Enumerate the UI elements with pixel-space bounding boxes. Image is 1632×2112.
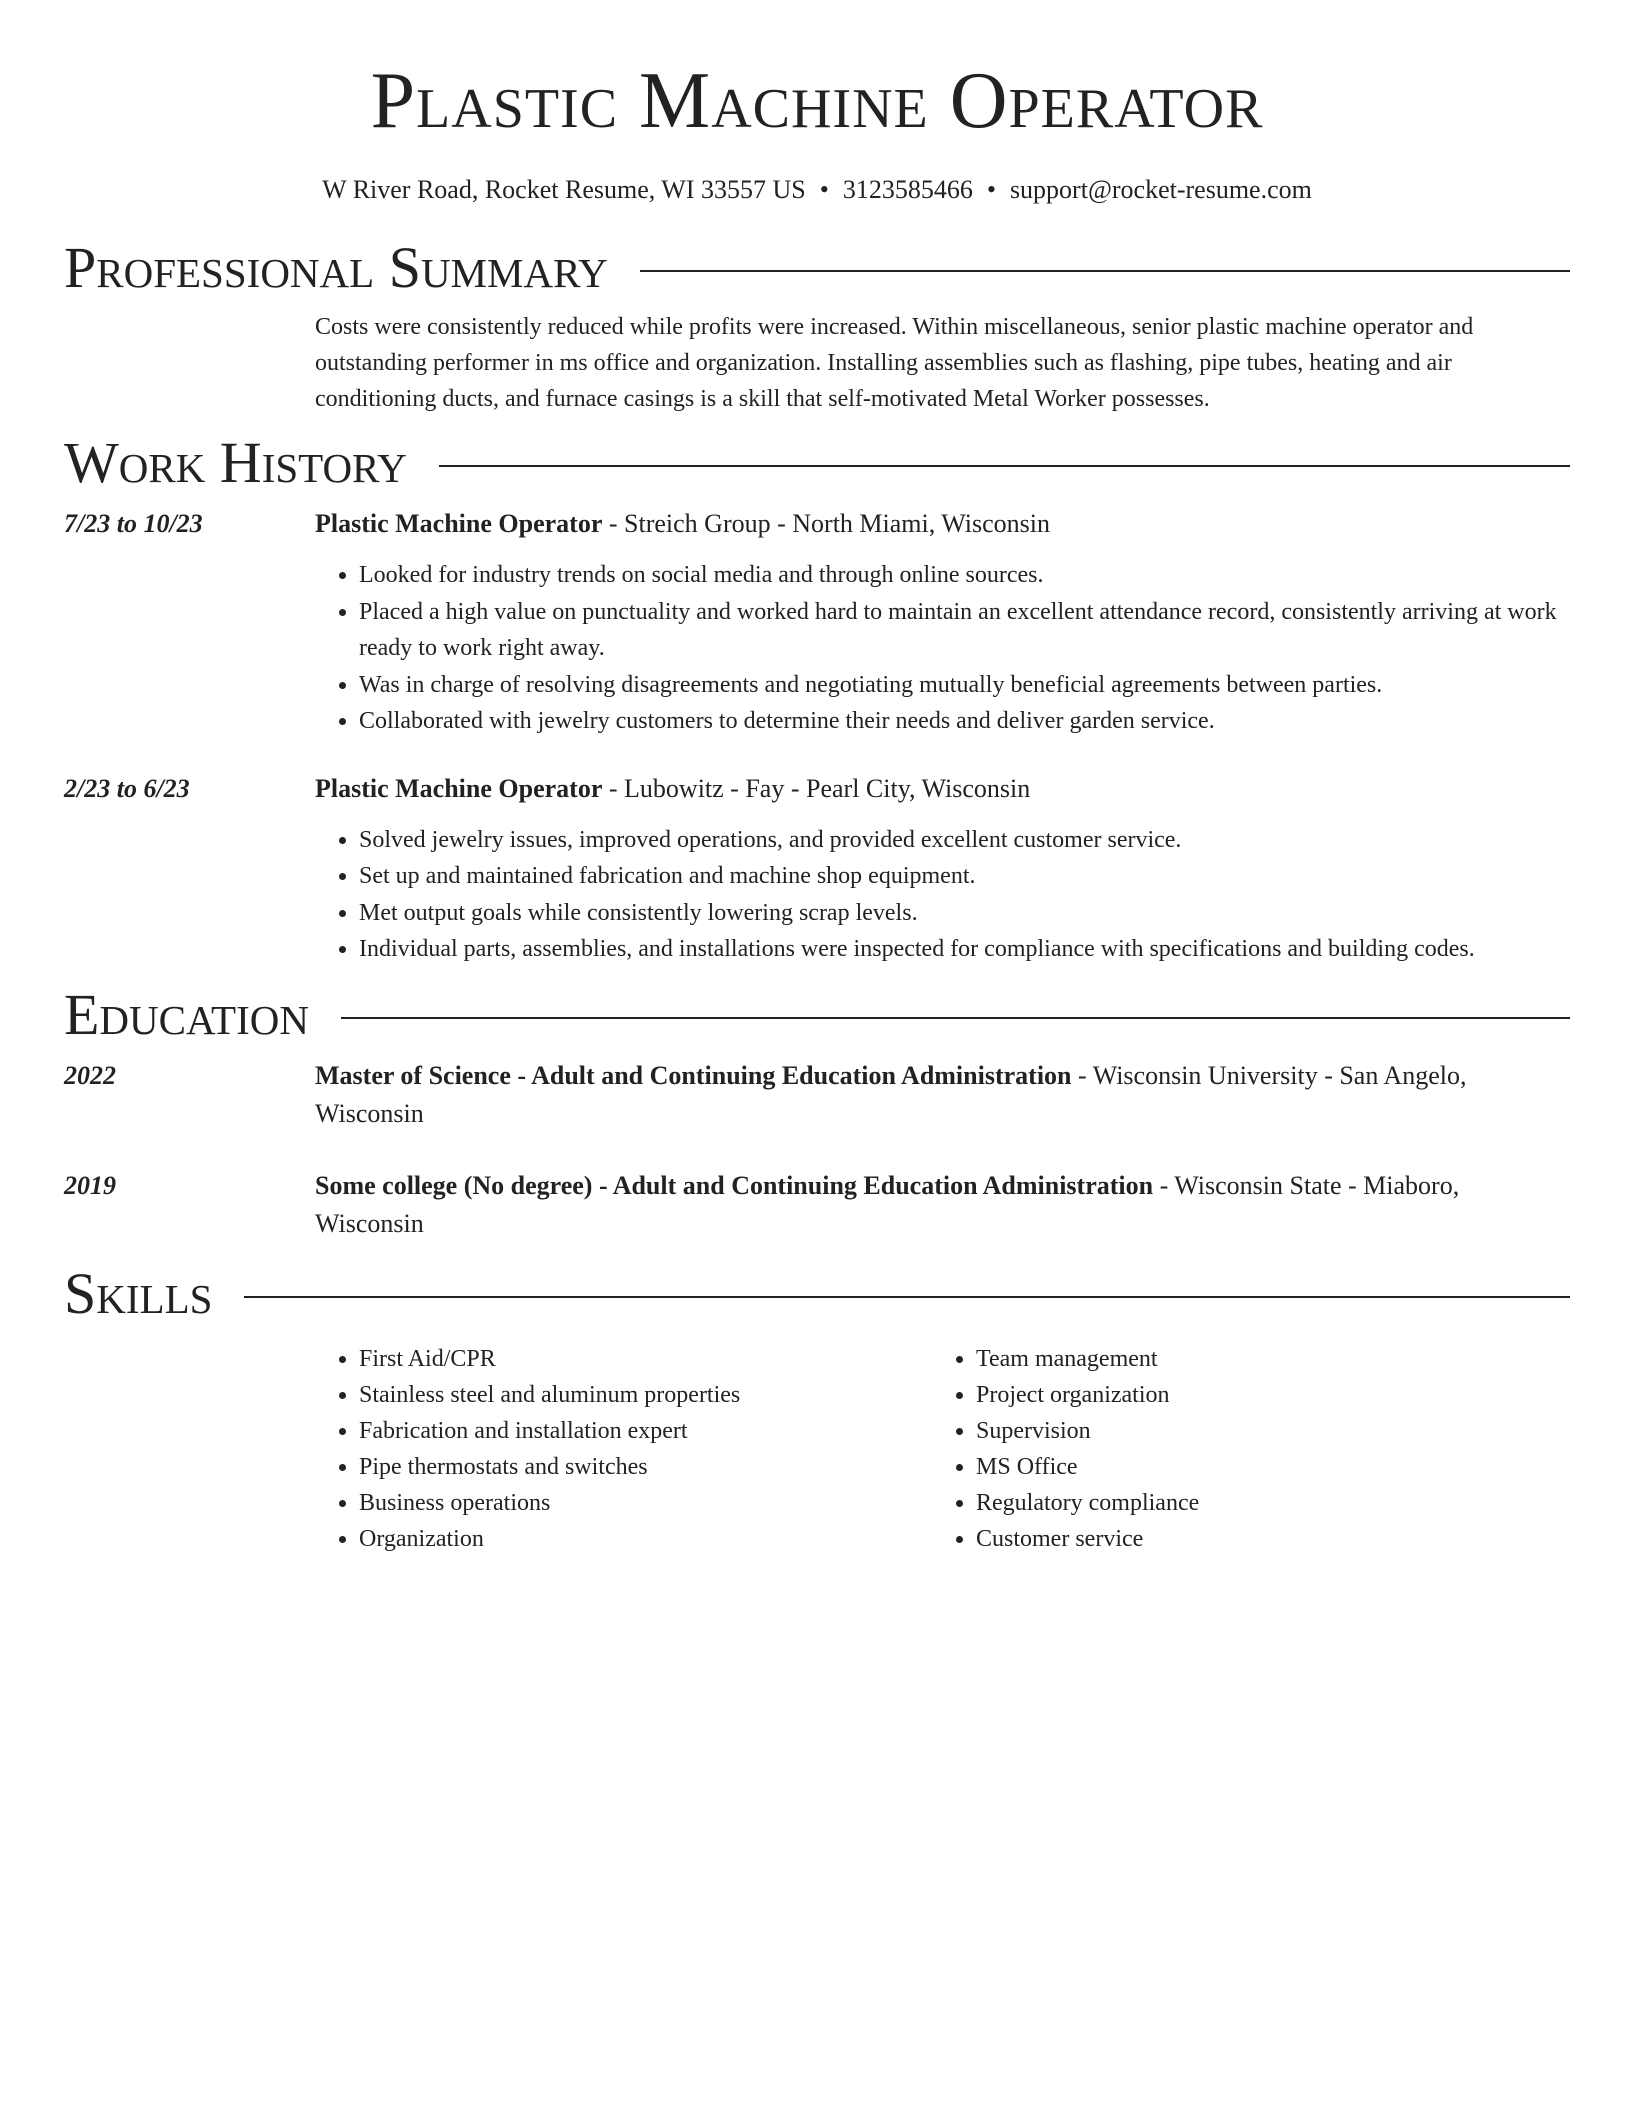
section-title: Skills	[64, 1260, 213, 1326]
resume-page	[64, 0, 1570, 1557]
job-dates: 7/23 to 10/23	[64, 509, 203, 538]
phone: 3123585466	[842, 175, 973, 204]
list-item: • Individual parts, assemblies, and installations were inspected for compliance with specifications and building codes.	[359, 931, 1570, 968]
contact-line	[64, 174, 1570, 206]
address: W River Road, Rocket Resume, WI 33557 US	[322, 175, 806, 204]
job-role: Plastic Machine Operator	[315, 773, 603, 803]
skill-item: • MS Office	[976, 1449, 1549, 1485]
education-details: - Wisconsin University - San Angelo, Wisconsin	[315, 1060, 1467, 1128]
skills-column-right	[932, 1341, 1549, 1557]
section-title: Work History	[64, 430, 407, 495]
job-dates: 2/23 to 6/23	[64, 773, 190, 803]
list-item: • Looked for industry trends on social media and through online sources.	[359, 557, 1570, 594]
job-entry	[64, 770, 1570, 968]
skill-item: • Business operations	[359, 1485, 932, 1521]
skill-item: • Customer service	[976, 1521, 1549, 1557]
skill-item: • Regulatory compliance	[976, 1485, 1549, 1521]
skill-item: • Team management	[976, 1341, 1549, 1377]
education-details: - Wisconsin State - Miaboro, Wisconsin	[315, 1170, 1460, 1238]
job-heading	[315, 770, 1570, 808]
summary-text: Costs were consistently reduced while profits were increased. Within miscellaneous, senior plastic machine operator and outstanding performer in ms office and organization. Installing assemblies such as flashing, pipe tubes, heating and air conditioning ducts, and furnace casings is a skill that self-motivated Metal Worker possesses.	[315, 314, 1474, 412]
education-heading	[315, 1167, 1570, 1243]
job-bullets	[315, 557, 1570, 740]
skill-item: • Organization	[359, 1521, 932, 1557]
section-header-work-history	[64, 430, 1570, 496]
education-entry	[64, 1167, 1570, 1243]
list-item: • Collaborated with jewelry customers to determine their needs and deliver garden service.	[359, 703, 1570, 740]
list-item: • Set up and maintained fabrication and machine shop equipment.	[359, 858, 1570, 895]
list-item: • Solved jewelry issues, improved operations, and provided excellent customer service.	[359, 822, 1570, 859]
education-year: 2022	[64, 1060, 116, 1090]
separator-dot: •	[819, 175, 829, 204]
skill-item: • Project organization	[976, 1377, 1549, 1413]
section-header-education	[64, 982, 1570, 1048]
skill-item: • Pipe thermostats and switches	[359, 1449, 932, 1485]
job-role: Plastic Machine Operator	[315, 509, 603, 538]
list-item: • Placed a high value on punctuality and worked hard to maintain an excellent attendance record, consistently arriving at work ready to work right away.	[359, 594, 1570, 667]
skills-column-left	[315, 1341, 932, 1557]
education-degree: Some college (No degree) - Adult and Continuing Education Administration	[315, 1170, 1154, 1200]
job-content	[315, 770, 1570, 968]
section-title: Education	[64, 981, 309, 1047]
education-content	[315, 1057, 1570, 1133]
section-divider	[341, 1017, 1570, 1019]
list-item: • Was in charge of resolving disagreements and negotiating mutually beneficial agreements between parties.	[359, 667, 1570, 704]
skill-item: • Stainless steel and aluminum properties	[359, 1377, 932, 1413]
job-heading	[315, 505, 1570, 543]
section-header-skills	[64, 1261, 1570, 1327]
education-year: 2019	[64, 1170, 116, 1200]
list-item: • Met output goals while consistently lowering scrap levels.	[359, 895, 1570, 932]
skill-item: • Supervision	[976, 1413, 1549, 1449]
separator-dot: •	[986, 175, 996, 204]
job-bullets	[315, 822, 1570, 968]
job-entry	[64, 505, 1570, 740]
education-degree: Master of Science - Adult and Continuing Education Administration	[315, 1060, 1072, 1090]
job-details: - Lubowitz - Fay - Pearl City, Wisconsin	[602, 773, 1031, 803]
education-entry	[64, 1057, 1570, 1133]
skill-item: • Fabrication and installation expert	[359, 1413, 932, 1449]
skills-list	[315, 1341, 1570, 1557]
section-title: Professional Summary	[64, 235, 608, 300]
job-details: - Streich Group - North Miami, Wisconsin	[602, 509, 1051, 538]
education-content	[315, 1167, 1570, 1243]
education-heading	[315, 1057, 1570, 1133]
candidate-name: Plastic Machine Operator	[370, 57, 1264, 145]
job-content	[315, 505, 1570, 740]
skill-item: • First Aid/CPR	[359, 1341, 932, 1377]
section-divider	[439, 465, 1570, 467]
section-header-summary	[64, 235, 1570, 301]
section-divider	[640, 270, 1570, 272]
email: support@rocket-resume.com	[1009, 175, 1312, 204]
section-divider	[244, 1296, 1570, 1298]
